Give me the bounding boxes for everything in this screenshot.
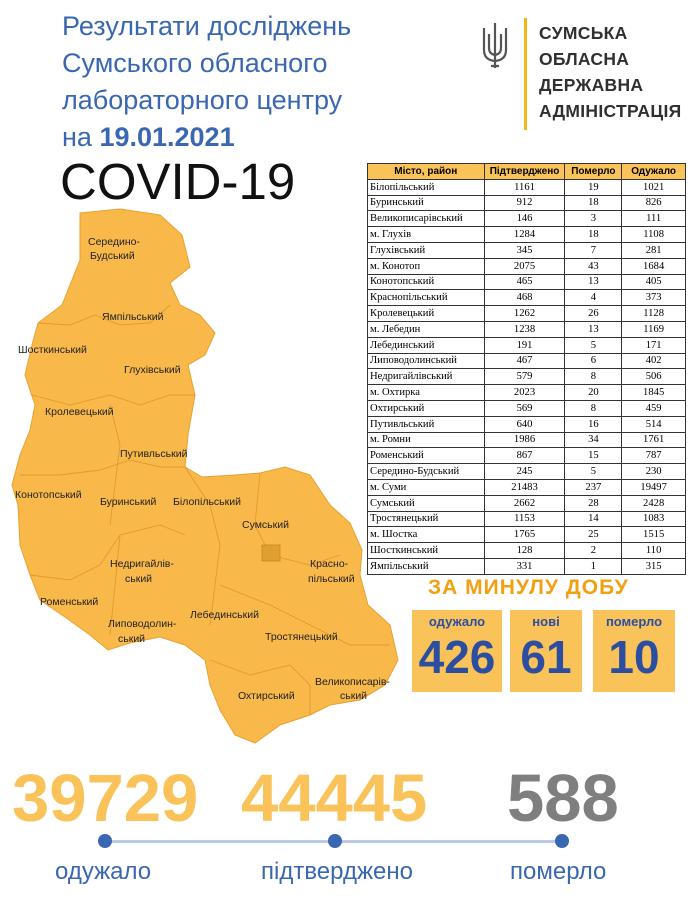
daily-new-box bbox=[510, 610, 582, 692]
district-cell: Недригайлівський bbox=[368, 369, 485, 385]
confirmed-cell: 2662 bbox=[484, 495, 565, 511]
district-cell: Охтирський bbox=[368, 400, 485, 416]
recovered-cell: 787 bbox=[622, 448, 686, 464]
recovered-cell: 373 bbox=[622, 290, 686, 306]
recovered-cell: 1845 bbox=[622, 385, 686, 401]
table-row bbox=[368, 258, 686, 274]
recovered-cell: 514 bbox=[622, 416, 686, 432]
region-map bbox=[10, 205, 410, 750]
confirmed-cell: 468 bbox=[484, 290, 565, 306]
district-cell: м. Охтирка bbox=[368, 385, 485, 401]
map-label-sumy: Сумський bbox=[242, 519, 289, 531]
district-cell: м. Конотоп bbox=[368, 258, 485, 274]
recovered-cell: 1083 bbox=[622, 511, 686, 527]
recovered-cell: 506 bbox=[622, 369, 686, 385]
district-cell: Тростянецький bbox=[368, 511, 485, 527]
total-confirmed-label: підтверджено bbox=[261, 858, 413, 885]
daily-title: ЗА МИНУЛУ ДОБУ bbox=[428, 576, 629, 599]
map-label-velyko-2: ський bbox=[340, 690, 368, 702]
district-cell: Великописарівський bbox=[368, 211, 485, 227]
map-label-krasnopil-2: пільський bbox=[308, 573, 355, 585]
confirmed-cell: 245 bbox=[484, 464, 565, 480]
covid-heading: COVID-19 bbox=[60, 153, 296, 210]
map-label-velyko: Великописарів- bbox=[315, 676, 390, 688]
table-row bbox=[368, 353, 686, 369]
recovered-cell: 1684 bbox=[622, 258, 686, 274]
died-cell: 6 bbox=[565, 353, 622, 369]
district-cell: м. Лебедин bbox=[368, 321, 485, 337]
confirmed-cell: 1238 bbox=[484, 321, 565, 337]
map-label-seredyno: Середино- bbox=[88, 236, 140, 248]
total-died-value: 588 bbox=[507, 761, 619, 836]
header-district: Місто, район bbox=[368, 164, 485, 180]
district-cell: Роменський bbox=[368, 448, 485, 464]
confirmed-cell: 2023 bbox=[484, 385, 565, 401]
table-row bbox=[368, 369, 686, 385]
table-row bbox=[368, 511, 686, 527]
died-cell: 7 bbox=[565, 242, 622, 258]
died-cell: 18 bbox=[565, 195, 622, 211]
district-cell: Конотопський bbox=[368, 274, 485, 290]
died-cell: 1 bbox=[565, 558, 622, 574]
died-cell: 5 bbox=[565, 464, 622, 480]
total-recovered-label: одужало bbox=[55, 858, 152, 885]
title-date-line bbox=[62, 119, 402, 156]
map-label-nedryh: Недригайлів- bbox=[110, 558, 174, 570]
district-cell: Лебединський bbox=[368, 337, 485, 353]
died-cell: 4 bbox=[565, 290, 622, 306]
district-cell: Середино-Будський bbox=[368, 464, 485, 480]
daily-new-value: 61 bbox=[520, 631, 572, 683]
recovered-cell: 1169 bbox=[622, 321, 686, 337]
table-row bbox=[368, 432, 686, 448]
table-header-row bbox=[368, 164, 686, 180]
confirmed-cell: 128 bbox=[484, 543, 565, 559]
logo-line-4: АДМІНІСТРАЦІЯ bbox=[539, 101, 682, 121]
recovered-cell: 171 bbox=[622, 337, 686, 353]
total-recovered-value: 39729 bbox=[12, 761, 199, 836]
died-cell: 5 bbox=[565, 337, 622, 353]
map-label-nedryh-2: ський bbox=[125, 573, 153, 585]
header-confirmed: Підтверджено bbox=[484, 164, 565, 180]
confirmed-cell: 21483 bbox=[484, 479, 565, 495]
died-cell: 13 bbox=[565, 321, 622, 337]
daily-new-label: нові bbox=[532, 614, 560, 629]
recovered-cell: 281 bbox=[622, 242, 686, 258]
district-cell: Краснопільський bbox=[368, 290, 485, 306]
government-logo bbox=[480, 18, 680, 128]
header-died: Померло bbox=[565, 164, 622, 180]
confirmed-cell: 1262 bbox=[484, 306, 565, 322]
map-label-lypova-2: ський bbox=[118, 633, 146, 645]
recovered-cell: 1108 bbox=[622, 227, 686, 243]
table-row bbox=[368, 543, 686, 559]
confirmed-cell: 1153 bbox=[484, 511, 565, 527]
table-body bbox=[368, 179, 686, 574]
district-cell: Сумський bbox=[368, 495, 485, 511]
died-cell: 34 bbox=[565, 432, 622, 448]
district-cell: Шосткинський bbox=[368, 543, 485, 559]
daily-recovered-box bbox=[412, 610, 502, 692]
district-cell: Буринський bbox=[368, 195, 485, 211]
confirmed-cell: 640 bbox=[484, 416, 565, 432]
confirmed-cell: 345 bbox=[484, 242, 565, 258]
district-cell: Ямпільський bbox=[368, 558, 485, 574]
table-row bbox=[368, 416, 686, 432]
logo-accent-bar bbox=[524, 18, 527, 130]
died-cell: 13 bbox=[565, 274, 622, 290]
table-row bbox=[368, 195, 686, 211]
table-row bbox=[368, 179, 686, 195]
died-cell: 2 bbox=[565, 543, 622, 559]
table-row bbox=[368, 558, 686, 574]
daily-died-box bbox=[593, 610, 675, 692]
totals-section bbox=[0, 760, 700, 910]
recovered-cell: 1761 bbox=[622, 432, 686, 448]
table-row bbox=[368, 495, 686, 511]
recovered-cell: 230 bbox=[622, 464, 686, 480]
died-cell: 15 bbox=[565, 448, 622, 464]
table-row bbox=[368, 448, 686, 464]
district-cell: Білопільський bbox=[368, 179, 485, 195]
district-cell: м. Ромни bbox=[368, 432, 485, 448]
died-cell: 20 bbox=[565, 385, 622, 401]
died-cell: 14 bbox=[565, 511, 622, 527]
recovered-cell: 110 bbox=[622, 543, 686, 559]
table-row bbox=[368, 400, 686, 416]
map-label-lypova: Липоводолин- bbox=[108, 618, 177, 630]
died-cell: 8 bbox=[565, 400, 622, 416]
table-row bbox=[368, 385, 686, 401]
title-line-1: Результати досліджень bbox=[62, 11, 352, 41]
report-date: 19.01.2021 bbox=[99, 122, 235, 152]
recovered-cell: 111 bbox=[622, 211, 686, 227]
died-cell: 19 bbox=[565, 179, 622, 195]
map-label-lebedyn: Лебединський bbox=[190, 609, 259, 621]
district-cell: м. Шостка bbox=[368, 527, 485, 543]
recovered-cell: 405 bbox=[622, 274, 686, 290]
recovered-cell: 1515 bbox=[622, 527, 686, 543]
map-label-okhtyr: Охтирський bbox=[238, 690, 295, 702]
confirmed-cell: 912 bbox=[484, 195, 565, 211]
district-cell: Кролевецький bbox=[368, 306, 485, 322]
table-row bbox=[368, 306, 686, 322]
confirmed-cell: 569 bbox=[484, 400, 565, 416]
table-row bbox=[368, 464, 686, 480]
district-cell: Глухівський bbox=[368, 242, 485, 258]
recovered-cell: 459 bbox=[622, 400, 686, 416]
district-cell: Путивльський bbox=[368, 416, 485, 432]
table-row bbox=[368, 274, 686, 290]
daily-recovered-label: одужало bbox=[428, 614, 486, 629]
map-label-yampil: Ямпільський bbox=[102, 311, 164, 323]
recovered-cell: 826 bbox=[622, 195, 686, 211]
district-cell: м. Суми bbox=[368, 479, 485, 495]
died-cell: 25 bbox=[565, 527, 622, 543]
confirmed-cell: 467 bbox=[484, 353, 565, 369]
table-row bbox=[368, 337, 686, 353]
district-cell: м. Глухів bbox=[368, 227, 485, 243]
confirmed-cell: 579 bbox=[484, 369, 565, 385]
logo-line-3: ДЕРЖАВНА bbox=[539, 75, 644, 95]
daily-recovered-value: 426 bbox=[418, 631, 496, 683]
recovered-cell: 1021 bbox=[622, 179, 686, 195]
logo-line-1: СУМСЬКА bbox=[539, 23, 628, 43]
map-label-seredyno-2: Будський bbox=[90, 250, 135, 262]
map-label-putyvl: Путивльський bbox=[120, 448, 188, 460]
map-label-buryn: Буринський bbox=[100, 496, 157, 508]
recovered-cell: 1128 bbox=[622, 306, 686, 322]
table-row bbox=[368, 527, 686, 543]
confirmed-cell: 1161 bbox=[484, 179, 565, 195]
died-cell: 28 bbox=[565, 495, 622, 511]
died-cell: 237 bbox=[565, 479, 622, 495]
died-cell: 18 bbox=[565, 227, 622, 243]
table-row bbox=[368, 227, 686, 243]
map-label-krasnopil: Красно- bbox=[310, 558, 349, 570]
table-row bbox=[368, 242, 686, 258]
total-confirmed-value: 44445 bbox=[241, 761, 428, 836]
sumy-city-marker bbox=[262, 545, 280, 561]
map-label-bilopil: Білопільський bbox=[173, 496, 241, 508]
total-died-label: померло bbox=[510, 858, 607, 885]
page-title bbox=[62, 8, 402, 156]
table-row bbox=[368, 479, 686, 495]
logo-line-2: ОБЛАСНА bbox=[539, 49, 630, 69]
trident-icon bbox=[480, 20, 510, 70]
recovered-cell: 2428 bbox=[622, 495, 686, 511]
table-row bbox=[368, 321, 686, 337]
map-label-shostka: Шосткинський bbox=[18, 344, 87, 356]
map-label-krolevets: Кролевецький bbox=[45, 406, 114, 418]
recovered-cell: 19497 bbox=[622, 479, 686, 495]
district-stats-table bbox=[367, 163, 686, 575]
died-cell: 16 bbox=[565, 416, 622, 432]
map-label-romny: Роменський bbox=[40, 596, 99, 608]
confirmed-cell: 331 bbox=[484, 558, 565, 574]
died-cell: 8 bbox=[565, 369, 622, 385]
title-line-2: Сумського обласного bbox=[62, 48, 328, 78]
district-cell: Липоводолинський bbox=[368, 353, 485, 369]
date-prefix: на bbox=[62, 122, 92, 152]
map-label-trostyan: Тростянецький bbox=[265, 631, 338, 643]
confirmed-cell: 146 bbox=[484, 211, 565, 227]
logo-text bbox=[539, 20, 681, 124]
confirmed-cell: 1284 bbox=[484, 227, 565, 243]
table-row bbox=[368, 211, 686, 227]
died-cell: 3 bbox=[565, 211, 622, 227]
recovered-cell: 315 bbox=[622, 558, 686, 574]
map-label-konotop: Конотопський bbox=[15, 489, 82, 501]
confirmed-cell: 2075 bbox=[484, 258, 565, 274]
confirmed-cell: 1986 bbox=[484, 432, 565, 448]
daily-died-value: 10 bbox=[608, 631, 660, 683]
table-row bbox=[368, 290, 686, 306]
confirmed-cell: 191 bbox=[484, 337, 565, 353]
confirmed-cell: 867 bbox=[484, 448, 565, 464]
region-shape bbox=[12, 209, 398, 743]
confirmed-cell: 465 bbox=[484, 274, 565, 290]
died-cell: 26 bbox=[565, 306, 622, 322]
header-recovered: Одужало bbox=[622, 164, 686, 180]
map-label-hlukhiv: Глухівський bbox=[124, 364, 181, 376]
died-cell: 43 bbox=[565, 258, 622, 274]
daily-died-label: померло bbox=[605, 614, 663, 629]
recovered-cell: 402 bbox=[622, 353, 686, 369]
title-line-3: лабораторного центру bbox=[62, 85, 343, 115]
confirmed-cell: 1765 bbox=[484, 527, 565, 543]
